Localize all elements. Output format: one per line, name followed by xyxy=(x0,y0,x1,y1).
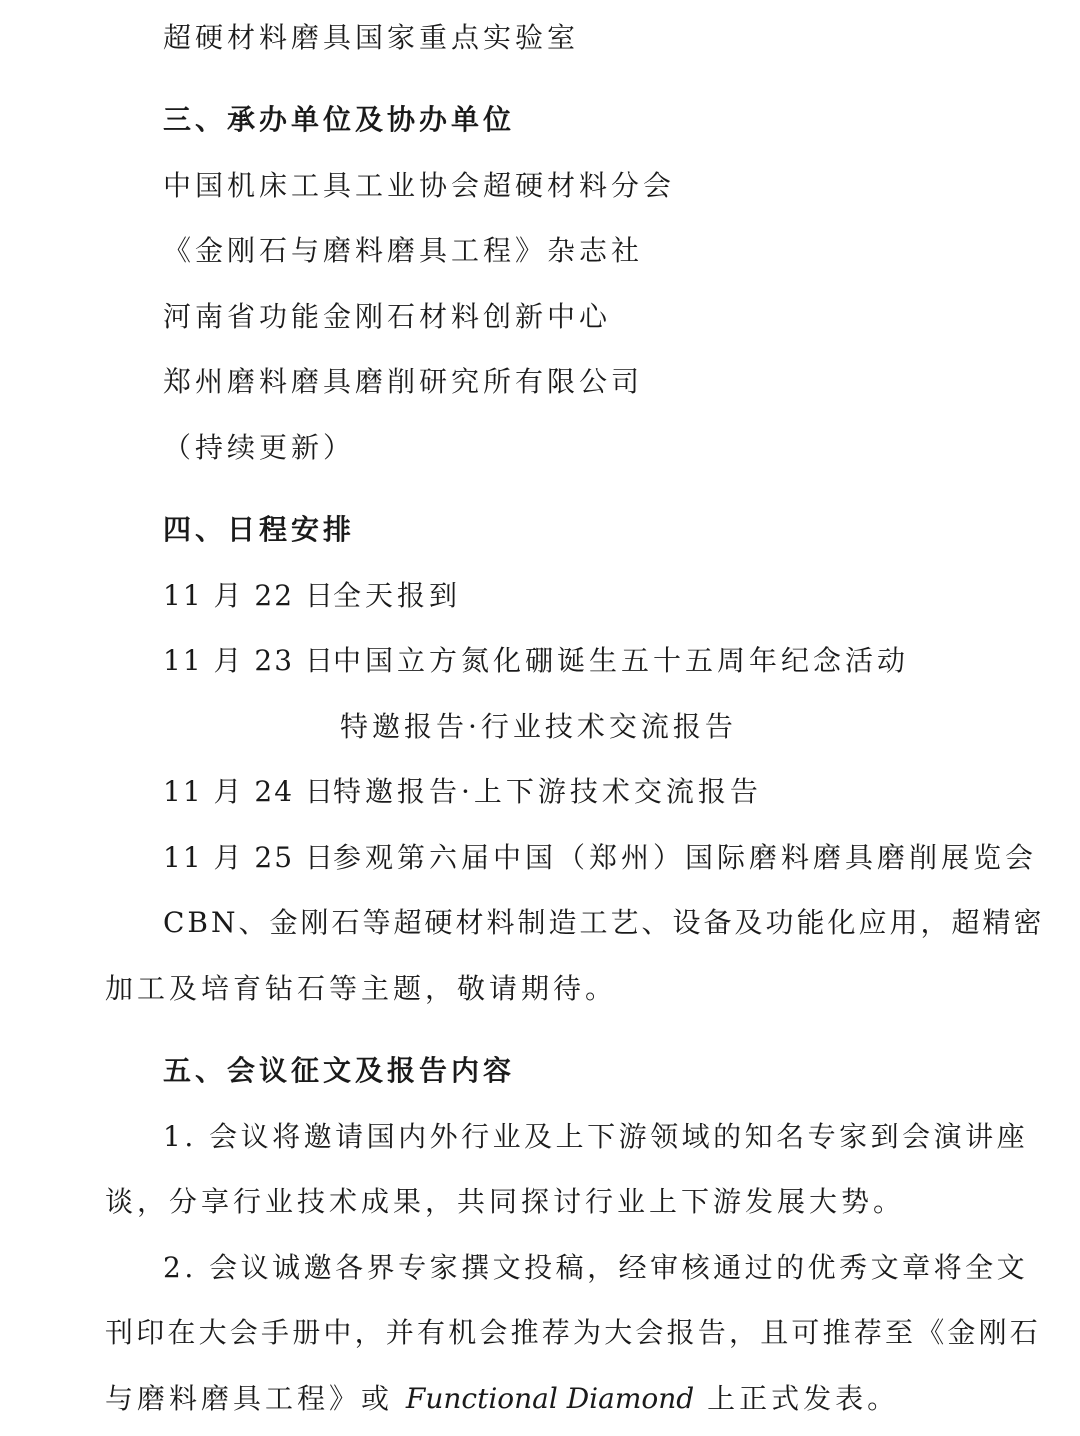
schedule-date: 11 月 23 日 xyxy=(163,644,335,677)
schedule-date: 11 月 25 日 xyxy=(163,841,335,874)
schedule-row-continuation xyxy=(340,707,737,747)
co-organizer-item: 中国机床工具工业协会超硬材料分会 xyxy=(163,169,676,202)
schedule-event: 特邀报告·行业技术交流报告 xyxy=(340,710,737,743)
schedule-event: 全天报到 xyxy=(333,579,462,612)
schedule-row xyxy=(163,576,461,616)
paragraph-text: 与磨料磨具工程》或 xyxy=(105,1382,406,1415)
schedule-row xyxy=(163,641,909,681)
co-organizer-item: 河南省功能金刚石材料创新中心 xyxy=(163,300,612,333)
organizer-lab-line: 超硬材料磨具国家重点实验室 xyxy=(163,21,580,54)
schedule-event: 参观第六届中国（郑州）国际磨料磨具磨削展览会 xyxy=(333,841,1038,874)
section4-heading: 四、日程安排 xyxy=(163,513,356,546)
paragraph-line: 刊印在大会手册中，并有机会推荐为大会报告，且可推荐至《金刚石 xyxy=(105,1316,1042,1349)
paragraph-line: 1. 会议将邀请国内外行业及上下游领域的知名专家到会演讲座 xyxy=(163,1120,1029,1153)
journal-name: Functional Diamond xyxy=(405,1382,695,1415)
topics-text-line: CBN、金刚石等超硬材料制造工艺、设备及功能化应用，超精密 xyxy=(163,906,1045,939)
section5-heading: 五、会议征文及报告内容 xyxy=(163,1054,516,1087)
schedule-date: 11 月 22 日 xyxy=(163,579,335,612)
schedule-row xyxy=(163,772,762,812)
paragraph-line xyxy=(105,1379,899,1419)
section3-heading: 三、承办单位及协办单位 xyxy=(163,103,516,136)
co-organizer-item: 《金刚石与磨料磨具工程》杂志社 xyxy=(163,234,644,267)
co-organizer-note: （持续更新） xyxy=(163,431,356,464)
paragraph-line: 谈，分享行业技术成果，共同探讨行业上下游发展大势。 xyxy=(105,1185,906,1218)
co-organizer-item: 郑州磨料磨具磨削研究所有限公司 xyxy=(163,365,644,398)
schedule-date: 11 月 24 日 xyxy=(163,775,335,808)
topics-text-line: 加工及培育钻石等主题，敬请期待。 xyxy=(105,972,618,1005)
schedule-event: 特邀报告·上下游技术交流报告 xyxy=(333,775,762,808)
paragraph-text: 上正式发表。 xyxy=(694,1382,900,1415)
schedule-row xyxy=(163,838,1037,878)
paragraph-line: 2. 会议诚邀各界专家撰文投稿，经审核通过的优秀文章将全文 xyxy=(163,1251,1029,1284)
schedule-event: 中国立方氮化硼诞生五十五周年纪念活动 xyxy=(333,644,910,677)
